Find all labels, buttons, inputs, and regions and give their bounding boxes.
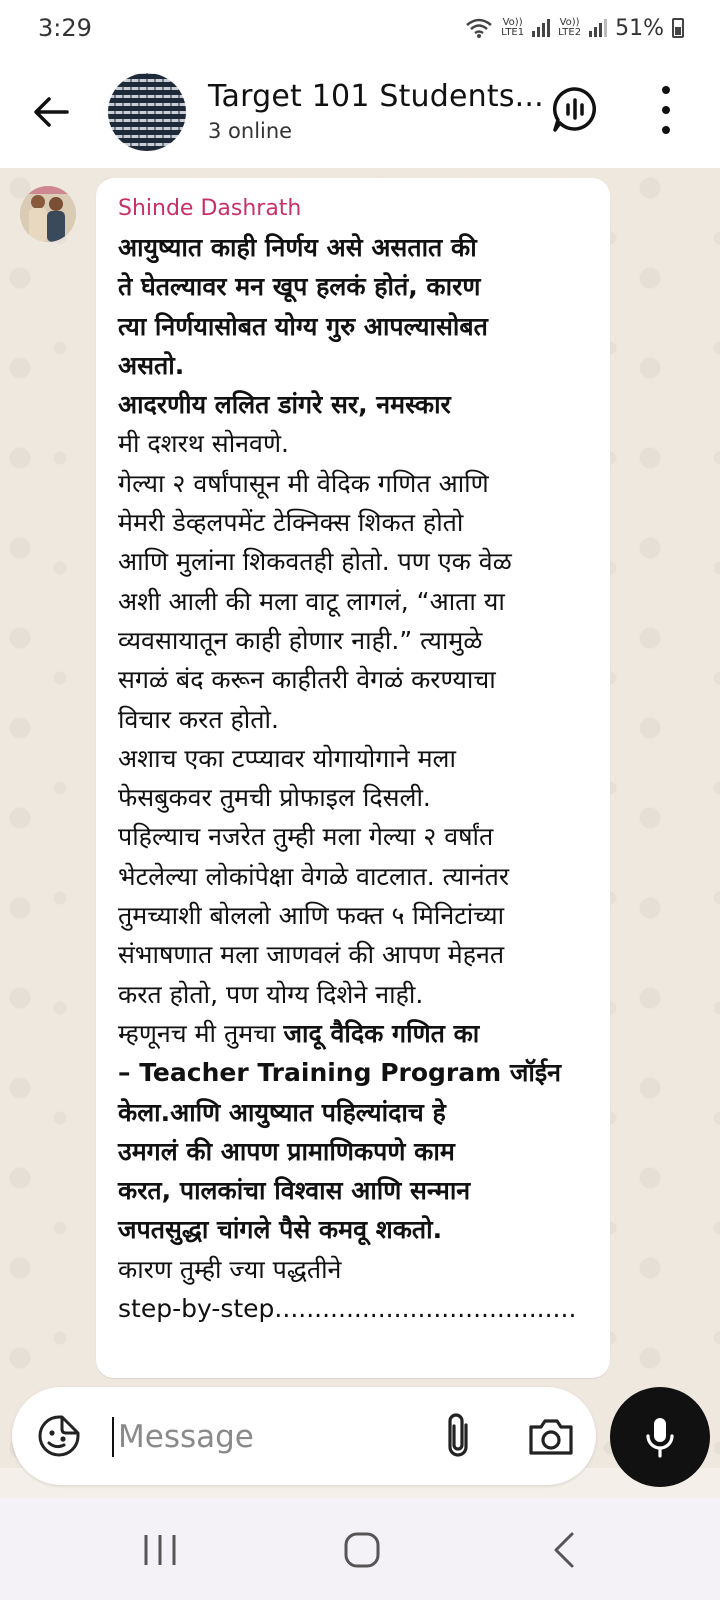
sender-avatar[interactable] — [20, 186, 76, 242]
signal-1-icon — [532, 19, 550, 37]
network-1-label: Vo)) LTE1 — [501, 17, 525, 38]
chat-area[interactable] — [0, 168, 720, 1468]
sender-name: Shinde Dashrath — [118, 196, 302, 221]
message-line: उमगलं की आपण प्रामाणिकपणे काम — [118, 1136, 455, 1166]
status-time: 3:29 — [38, 14, 92, 42]
back-icon[interactable] — [548, 1530, 578, 1570]
group-avatar[interactable] — [108, 73, 186, 151]
status-icons — [465, 16, 684, 41]
message-line: व्यवसायातून काही होणार नाही.” त्यामुळे — [118, 625, 483, 655]
chat-title: Target 101 Students... — [208, 79, 544, 114]
battery-icon — [672, 18, 684, 38]
signal-2-icon — [589, 19, 607, 37]
message-line: तुमच्याशी बोललो आणि फक्त ५ मिनिटांच्या — [118, 901, 505, 931]
message-line: अशी आली की मला वाटू लागलं, “आता या — [118, 586, 505, 616]
status-bar — [0, 0, 720, 56]
message-line: मी दशरथ सोनवणे. — [118, 429, 289, 459]
program-name-bold: जादू वैदिक गणित का — [283, 1018, 480, 1048]
network-2-label: Vo)) LTE2 — [558, 17, 582, 38]
message-line: करत, पालकांचा विश्वास आणि सन्मान — [118, 1176, 471, 1206]
message-line: विचार करत होतो. — [118, 704, 279, 734]
camera-icon[interactable] — [526, 1413, 576, 1459]
message-line: अशाच एका टप्प्यावर योगायोगाने मला — [118, 743, 456, 773]
message-line: आदरणीय ललित डांगरे सर, नमस्कार — [118, 390, 451, 420]
message-line: सगळं बंद करून काहीतरी वेगळं करण्याचा — [118, 665, 496, 695]
message-line: आयुष्यात काही निर्णय असे असतात की — [118, 233, 477, 262]
message-composer — [12, 1387, 596, 1485]
message-line — [118, 1014, 610, 1053]
system-nav-bar — [0, 1498, 720, 1600]
home-icon[interactable] — [342, 1530, 382, 1570]
message-line: फेसबुकवर तुमची प्रोफाइल दिसली. — [118, 783, 431, 813]
back-button[interactable] — [26, 87, 76, 137]
sticker-icon[interactable] — [36, 1413, 82, 1459]
battery-percent: 51% — [615, 15, 664, 41]
message-line: करत होतो, पण योग्य दिशेने नाही. — [118, 979, 424, 1009]
mic-icon — [640, 1415, 680, 1459]
wifi-icon — [465, 17, 493, 39]
message-line: त्या निर्णयासोबत योग्य गुरु आपल्यासोबत — [118, 311, 488, 341]
message-line: असतो. — [118, 350, 185, 380]
message-line: पहिल्याच नजरेत तुम्ही मला गेल्या २ वर्षांत — [118, 822, 494, 852]
message-line: मेमरी डेव्हलपमेंट टेक्निक्स शिकत होतो — [118, 508, 464, 538]
message-line: कारण तुम्ही ज्या पद्धतीने — [118, 1254, 342, 1284]
message-line: संभाषणात मला जाणवलं की आपण मेहनत — [118, 940, 505, 970]
message-line: – Teacher Training Program जॉईन — [118, 1058, 562, 1088]
message-line: आणि मुलांना शिकवतही होतो. पण एक वेळ — [118, 547, 512, 577]
message-line: step-by-step...................................... — [118, 1294, 577, 1324]
online-count: 3 online — [208, 119, 293, 143]
message-line: ते घेतल्यावर मन खूप हलकं होतं, कारण — [118, 272, 481, 302]
message-line: जपतसुद्धा चांगले पैसे कमवू शकतो. — [118, 1215, 443, 1245]
sender-photo — [20, 186, 76, 242]
back-arrow-icon — [31, 92, 71, 132]
text-cursor — [112, 1417, 114, 1457]
message-text: म्हणूनच मी तुमचा — [118, 1018, 284, 1048]
message-line: गेल्या २ वर्षांपासून मी वेदिक गणित आणि — [118, 468, 489, 498]
voice-chat-icon[interactable] — [550, 84, 600, 134]
attach-icon[interactable] — [438, 1411, 478, 1461]
more-vert-icon[interactable] — [654, 86, 678, 134]
chat-title-block[interactable] — [208, 78, 544, 146]
recent-apps-icon[interactable] — [140, 1532, 180, 1568]
message-bubble[interactable] — [96, 178, 610, 1378]
message-line: केला.आणि आयुष्यात पहिल्यांदाच हे — [118, 1097, 446, 1127]
mic-button[interactable] — [610, 1387, 710, 1487]
chat-header — [0, 56, 720, 168]
message-input[interactable] — [116, 1407, 400, 1467]
message-line: भेटलेल्या लोकांपेक्षा वेगळे वाटलात. त्यानंतर — [118, 861, 510, 891]
